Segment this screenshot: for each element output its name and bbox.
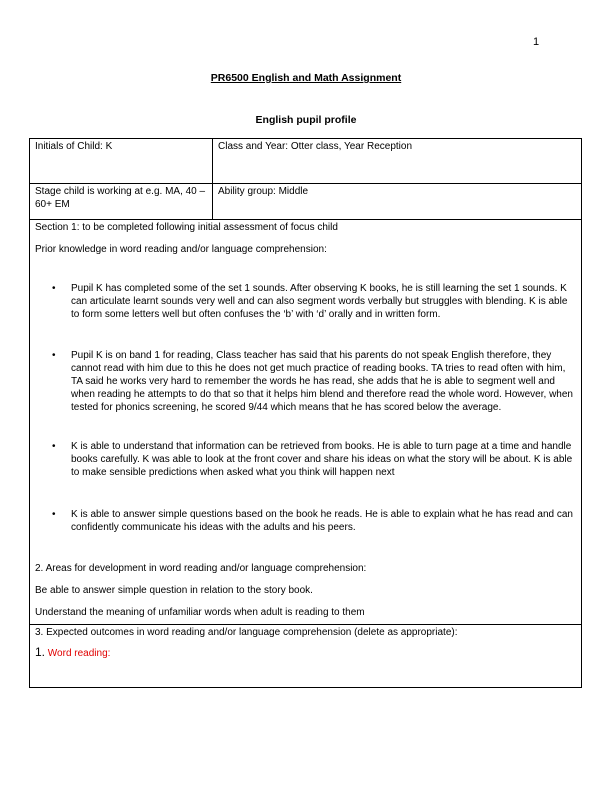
stage-cell: Stage child is working at e.g. MA, 40 – 60+ EM — [30, 184, 213, 220]
section1-heading: Section 1: to be completed following initial assessment of focus child — [35, 222, 338, 233]
bullet-dot-icon: • — [52, 441, 56, 452]
list-item — [52, 440, 576, 479]
outcome-item-number: 1. — [35, 645, 46, 659]
list-item-text: Pupil K has completed some of the set 1 sounds. After observing K books, he is still learning the set 1 sounds. K can articulate learnt sounds very well and can also segment words verbally but struggles with blending. K is able to form some letters well but often confuses the ‘b’ with ‘d’ orally and in written form. — [71, 283, 568, 320]
section3-cell — [30, 625, 582, 688]
ability-cell: Ability group: Middle — [213, 184, 582, 220]
list-item-text: K is able to understand that information can be retrieved from books. He is able to turn page at a time and handle books carefully. K was able to look at the front cover and share his ideas on what the story will be about. K is able to make sensible predictions when asked what you think will happen next — [71, 441, 573, 478]
table-row — [30, 139, 582, 184]
page-number: 1 — [533, 36, 540, 48]
list-item-text: Pupil K is on band 1 for reading, Class teacher has said that his parents do not speak English therefore, they cannot read with him due to this he does not get much practice of reading books. TA tries to read often with him, TA said he works very hard to remember the words he has read, she adds that he is able to segment well and when reading he attempts to do that so that it helps him blend and therefore read the whole word. However, when tested for phonics screening, he scored 9/44 which means that he has scored below the average. — [71, 350, 573, 413]
document-title: PR6500 English and Math Assignment — [210, 72, 402, 84]
section1-cell — [30, 220, 582, 625]
table-row — [30, 220, 582, 625]
table-row — [30, 184, 582, 220]
list-item-text: K is able to answer simple questions based on the book he reads. He is able to explain what he has read and can confidently communicate his ideas with the adults and his peers. — [71, 509, 573, 533]
section2-heading: 2. Areas for development in word reading and/or language comprehension: — [35, 563, 367, 574]
document-subtitle: English pupil profile — [255, 114, 357, 126]
table-row — [30, 625, 582, 688]
development-item: Be able to answer simple question in relation to the story book. — [35, 585, 313, 596]
bullet-dot-icon: • — [52, 350, 56, 361]
outcome-item-label: Word reading: — [47, 648, 111, 659]
list-item — [52, 508, 576, 534]
initials-cell: Initials of Child: K — [30, 139, 213, 184]
pupil-profile-table — [29, 138, 582, 688]
bullet-dot-icon: • — [52, 283, 56, 294]
development-item: Understand the meaning of unfamiliar words when adult is reading to them — [35, 607, 365, 618]
section1-subheading: Prior knowledge in word reading and/or language comprehension: — [35, 244, 327, 255]
bullet-dot-icon: • — [52, 509, 56, 520]
class-year-cell: Class and Year: Otter class, Year Reception — [213, 139, 582, 184]
section3-heading: 3. Expected outcomes in word reading and/or language comprehension (delete as appropriate): — [35, 627, 458, 638]
outcome-item — [35, 646, 576, 660]
list-item — [52, 282, 576, 321]
list-item — [52, 349, 576, 414]
prior-knowledge-list — [35, 282, 576, 534]
